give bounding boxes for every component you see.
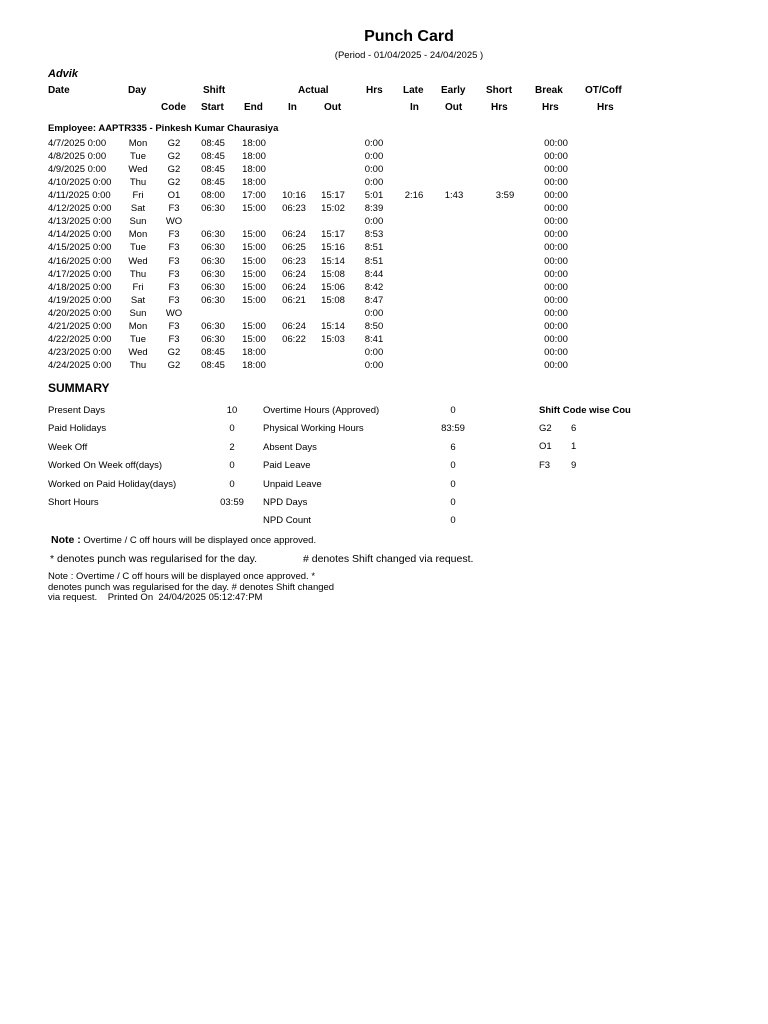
cell-end: 15:00 <box>242 333 266 345</box>
shift-code-summary-title: Shift Code wise Cou <box>539 405 631 416</box>
col-day: Day <box>128 85 147 96</box>
summary-middle-value: 83:59 <box>441 423 465 435</box>
footer-text: Note : Overtime / C off hours will be displayed once approved. * denotes punch was regularised for the day. # denotes Shift changed via request. <box>48 571 335 603</box>
table-row <box>0 229 768 242</box>
summary-heading: SUMMARY <box>48 381 110 395</box>
cell-day: Sun <box>129 307 147 319</box>
cell-end: 18:00 <box>242 177 266 189</box>
cell-out: 15:06 <box>321 281 345 293</box>
col-late: Late <box>403 85 424 96</box>
summary-middle-value: 0 <box>450 405 456 416</box>
cell-end: 15:00 <box>242 268 266 280</box>
shift-code: G2 <box>539 423 552 434</box>
summary-middle-value: 0 <box>450 497 456 508</box>
cell-end: 18:00 <box>242 346 266 358</box>
table-row <box>0 256 768 269</box>
cell-code: F3 <box>168 320 180 332</box>
cell-day: Fri <box>132 281 144 293</box>
cell-code: WO <box>165 307 183 319</box>
report-period: (Period - 01/04/2025 - 24/04/2025 ) <box>334 50 484 61</box>
summary-left-value: 2 <box>229 441 235 453</box>
cell-break: 00:00 <box>544 151 568 163</box>
table-row <box>0 321 768 334</box>
table-row <box>0 269 768 282</box>
cell-in: 06:24 <box>282 229 306 241</box>
cell-hrs: 8:41 <box>364 333 384 345</box>
cell-break: 00:00 <box>544 320 568 332</box>
cell-hrs: 8:47 <box>364 294 384 306</box>
col-late-in: In <box>410 102 419 113</box>
cell-end: 18:00 <box>242 138 266 149</box>
printed-on-value: 24/04/2025 05:12:47:PM <box>158 592 263 603</box>
cell-in: 06:24 <box>282 320 306 332</box>
cell-date: 4/12/2025 0:00 <box>48 203 112 215</box>
cell-hrs: 8:44 <box>364 268 384 280</box>
cell-start: 06:30 <box>201 294 225 306</box>
cell-hrs: 0:00 <box>364 138 384 149</box>
cell-hrs: 0:00 <box>364 346 384 358</box>
cell-end: 18:00 <box>242 360 266 372</box>
cell-day: Sat <box>130 294 146 306</box>
shift-code-count: 9 <box>571 459 577 471</box>
cell-break: 00:00 <box>544 346 568 358</box>
cell-date: 4/11/2025 0:00 <box>48 190 111 202</box>
cell-day: Wed <box>128 346 148 358</box>
cell-break: 00:00 <box>544 177 568 189</box>
cell-start: 08:45 <box>201 164 225 176</box>
table-row <box>0 295 768 308</box>
cell-code: F3 <box>168 333 180 345</box>
cell-day: Fri <box>132 190 144 202</box>
cell-hrs: 0:00 <box>364 307 384 319</box>
table-row <box>0 334 768 347</box>
cell-end: 15:00 <box>242 203 266 215</box>
table-row <box>0 360 768 373</box>
company-name: Advik <box>48 68 78 80</box>
col-date: Date <box>48 85 70 96</box>
cell-day: Sun <box>129 216 147 228</box>
table-row <box>0 164 768 177</box>
cell-date: 4/14/2025 0:00 <box>48 229 112 241</box>
table-row <box>0 282 768 295</box>
cell-out: 15:14 <box>321 320 345 332</box>
summary-left-value: 03:59 <box>220 497 244 508</box>
summary-left-label: Present Days <box>48 405 106 416</box>
col-code: Code <box>161 102 186 113</box>
cell-day: Tue <box>129 151 147 163</box>
col-short: Short <box>486 85 513 96</box>
cell-code: G2 <box>167 151 181 163</box>
cell-day: Mon <box>128 138 148 149</box>
cell-break: 00:00 <box>544 281 568 293</box>
cell-in: 06:24 <box>282 268 306 280</box>
cell-end: 15:00 <box>242 229 266 241</box>
table-row <box>0 308 768 321</box>
cell-code: WO <box>165 216 183 228</box>
table-row <box>0 190 768 203</box>
cell-in: 06:23 <box>282 255 306 267</box>
cell-code: G2 <box>167 164 181 176</box>
summary-left-value: 0 <box>229 423 235 435</box>
summary-left-label: Worked On Week off(days) <box>48 460 163 472</box>
cell-in: 06:23 <box>282 203 306 215</box>
cell-out: 15:08 <box>321 294 345 306</box>
cell-in: 06:24 <box>282 281 306 293</box>
cell-date: 4/19/2025 0:00 <box>48 294 112 306</box>
col-early: Early <box>441 85 466 96</box>
cell-code: F3 <box>168 268 180 280</box>
col-ot-hrs: Hrs <box>597 102 614 113</box>
cell-break: 00:00 <box>544 216 568 228</box>
cell-hrs: 8:39 <box>364 203 384 215</box>
col-out: Out <box>324 102 342 113</box>
cell-code: F3 <box>168 281 180 293</box>
cell-end: 15:00 <box>242 242 266 254</box>
cell-start: 08:45 <box>201 346 225 358</box>
cell-date: 4/16/2025 0:00 <box>48 255 112 267</box>
report-title: Punch Card <box>364 28 454 45</box>
cell-date: 4/7/2025 0:00 <box>48 138 107 149</box>
cell-hrs: 8:53 <box>364 229 384 241</box>
cell-end: 18:00 <box>242 164 266 176</box>
cell-code: F3 <box>168 229 180 241</box>
cell-hrs: 8:50 <box>364 320 384 332</box>
cell-out: 15:03 <box>321 333 345 345</box>
table-row <box>0 177 768 190</box>
cell-code: G2 <box>167 360 181 372</box>
cell-break: 00:00 <box>544 242 568 254</box>
cell-out: 15:14 <box>321 255 345 267</box>
col-short-hrs: Hrs <box>491 102 508 113</box>
table-row <box>0 242 768 255</box>
cell-date: 4/10/2025 0:00 <box>48 177 112 189</box>
cell-start: 06:30 <box>201 333 225 345</box>
cell-date: 4/24/2025 0:00 <box>48 360 112 372</box>
cell-date: 4/21/2025 0:00 <box>48 320 112 332</box>
cell-date: 4/8/2025 0:00 <box>48 151 107 163</box>
cell-out: 15:08 <box>321 268 345 280</box>
cell-break: 00:00 <box>544 268 568 280</box>
summary-left-value: 0 <box>229 460 235 472</box>
footer-note <box>48 572 348 604</box>
cell-date: 4/17/2025 0:00 <box>48 268 112 280</box>
cell-break: 00:00 <box>544 164 568 176</box>
cell-code: G2 <box>167 346 181 358</box>
cell-hrs: 0:00 <box>364 360 384 372</box>
cell-code: F3 <box>168 203 180 215</box>
col-end: End <box>244 102 263 113</box>
cell-start: 06:30 <box>201 229 225 241</box>
cell-day: Tue <box>129 333 147 345</box>
summary-middle-value: 0 <box>450 478 456 490</box>
cell-code: O1 <box>167 190 181 202</box>
table-row <box>0 151 768 164</box>
cell-hrs: 0:00 <box>364 164 384 176</box>
col-break-hrs: Hrs <box>542 102 559 113</box>
cell-start: 08:00 <box>201 190 225 202</box>
cell-break: 00:00 <box>544 294 568 306</box>
cell-early: 1:43 <box>444 190 464 202</box>
summary-middle-value: 0 <box>450 460 456 472</box>
cell-date: 4/15/2025 0:00 <box>48 242 112 254</box>
col-ot-coff: OT/Coff <box>585 85 622 96</box>
cell-hrs: 5:01 <box>364 190 384 202</box>
cell-day: Wed <box>128 255 148 267</box>
cell-code: F3 <box>168 255 180 267</box>
cell-hrs: 8:42 <box>364 281 384 293</box>
summary-middle-value: 0 <box>450 515 456 527</box>
cell-code: G2 <box>167 138 181 149</box>
cell-late: 2:16 <box>404 190 424 202</box>
cell-break: 00:00 <box>544 307 568 319</box>
approval-note <box>51 534 316 546</box>
cell-break: 00:00 <box>544 229 568 241</box>
summary-left-label: Paid Holidays <box>48 423 107 435</box>
legend-shift-changed: # denotes Shift changed via request. <box>303 553 474 565</box>
summary-middle-value: 6 <box>450 441 456 453</box>
cell-short: 3:59 <box>495 190 515 202</box>
col-shift: Shift <box>203 85 226 96</box>
col-in: In <box>288 102 297 113</box>
employee-heading: Employee: AAPTR335 - Pinkesh Kumar Chaurasiya <box>48 123 279 134</box>
cell-day: Mon <box>128 229 148 241</box>
cell-start: 08:45 <box>201 151 225 163</box>
cell-break: 00:00 <box>544 333 568 345</box>
table-row <box>0 347 768 360</box>
summary-left-label: Worked on Paid Holiday(days) <box>48 478 177 490</box>
cell-start: 08:45 <box>201 138 225 149</box>
cell-start: 06:30 <box>201 203 225 215</box>
summary-middle-label: Physical Working Hours <box>263 423 364 435</box>
summary-middle-label: NPD Days <box>263 497 308 508</box>
col-actual: Actual <box>298 85 329 96</box>
cell-day: Thu <box>129 177 147 189</box>
cell-day: Sat <box>130 203 146 215</box>
summary-middle-label: Unpaid Leave <box>263 478 322 490</box>
col-break: Break <box>535 85 563 96</box>
note-text: Overtime / C off hours will be displayed once approved. <box>83 535 317 546</box>
printed-on-label: Printed On <box>107 592 154 603</box>
table-row <box>0 216 768 229</box>
cell-date: 4/18/2025 0:00 <box>48 281 112 293</box>
cell-day: Tue <box>129 242 147 254</box>
shift-code: F3 <box>539 459 551 471</box>
cell-start: 06:30 <box>201 281 225 293</box>
table-row <box>0 138 768 151</box>
table-row <box>0 203 768 216</box>
cell-end: 15:00 <box>242 294 266 306</box>
col-hrs: Hrs <box>366 85 383 96</box>
cell-date: 4/23/2025 0:00 <box>48 346 112 358</box>
cell-day: Mon <box>128 320 148 332</box>
cell-in: 06:21 <box>282 294 306 306</box>
shift-code-count: 1 <box>571 441 577 453</box>
cell-end: 18:00 <box>242 151 266 163</box>
cell-break: 00:00 <box>544 360 568 372</box>
cell-in: 06:25 <box>282 242 306 254</box>
summary-middle-label: Overtime Hours (Approved) <box>263 405 380 416</box>
summary-middle-label: NPD Count <box>263 515 312 527</box>
cell-end: 15:00 <box>242 320 266 332</box>
cell-start: 08:45 <box>201 360 225 372</box>
cell-start: 08:45 <box>201 177 225 189</box>
cell-in: 06:22 <box>282 333 306 345</box>
cell-hrs: 0:00 <box>364 216 384 228</box>
cell-break: 00:00 <box>544 255 568 267</box>
cell-start: 06:30 <box>201 255 225 267</box>
summary-left-value: 10 <box>226 405 238 416</box>
cell-date: 4/9/2025 0:00 <box>48 164 107 176</box>
shift-code-count: 6 <box>571 423 577 434</box>
cell-end: 15:00 <box>242 281 266 293</box>
cell-end: 17:00 <box>242 190 266 202</box>
cell-out: 15:17 <box>321 229 345 241</box>
cell-break: 00:00 <box>544 190 568 202</box>
cell-out: 15:16 <box>321 242 345 254</box>
cell-day: Wed <box>128 164 148 176</box>
summary-middle-label: Paid Leave <box>263 460 311 472</box>
cell-in: 10:16 <box>282 190 306 202</box>
cell-out: 15:02 <box>321 203 345 215</box>
cell-date: 4/13/2025 0:00 <box>48 216 112 228</box>
cell-date: 4/22/2025 0:00 <box>48 333 112 345</box>
cell-hrs: 8:51 <box>364 255 384 267</box>
cell-hrs: 0:00 <box>364 177 384 189</box>
summary-left-label: Short Hours <box>48 497 99 508</box>
cell-out: 15:17 <box>321 190 345 202</box>
cell-end: 15:00 <box>242 255 266 267</box>
summary-left-label: Week Off <box>48 441 88 453</box>
cell-code: F3 <box>168 242 180 254</box>
cell-start: 06:30 <box>201 320 225 332</box>
cell-code: F3 <box>168 294 180 306</box>
cell-day: Thu <box>129 360 147 372</box>
cell-hrs: 8:51 <box>364 242 384 254</box>
cell-day: Thu <box>129 268 147 280</box>
shift-code: O1 <box>539 441 552 453</box>
cell-break: 00:00 <box>544 203 568 215</box>
cell-hrs: 0:00 <box>364 151 384 163</box>
cell-start: 06:30 <box>201 268 225 280</box>
legend-regularised: * denotes punch was regularised for the day. <box>50 553 258 565</box>
col-start: Start <box>201 102 224 113</box>
col-early-out: Out <box>445 102 463 113</box>
summary-left-value: 0 <box>229 478 235 490</box>
cell-date: 4/20/2025 0:00 <box>48 307 112 319</box>
cell-code: G2 <box>167 177 181 189</box>
cell-start: 06:30 <box>201 242 225 254</box>
cell-break: 00:00 <box>544 138 568 149</box>
note-label: Note : <box>51 534 81 546</box>
summary-middle-label: Absent Days <box>263 441 317 453</box>
